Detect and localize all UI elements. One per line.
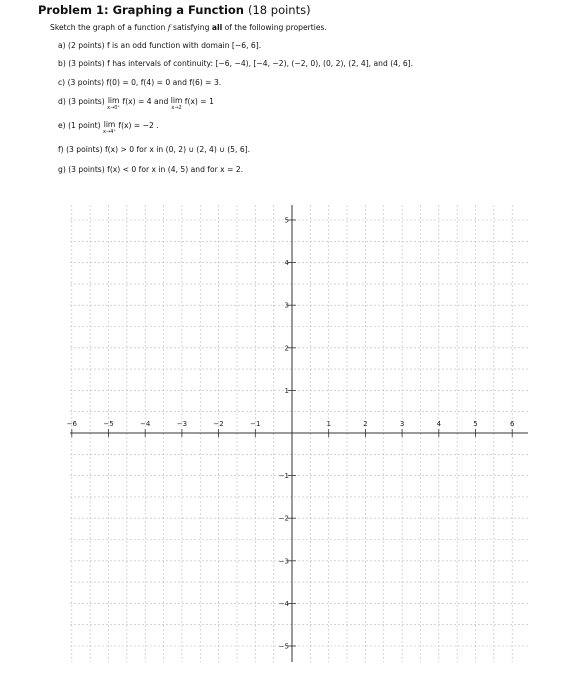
property-text: f(0) = 0, f(4) = 0 and f(6) = 3. [106, 78, 222, 87]
intro-bold-all: all [211, 23, 223, 32]
x-tick-label: 6 [509, 420, 515, 428]
intro-part-2: satisfying [170, 23, 212, 32]
property-points: (3 points) [67, 78, 105, 87]
limit-word: lim [170, 96, 183, 105]
limit-subscript: x→0⁺ [107, 104, 121, 111]
limit-rest: f(x) = 1 [182, 97, 214, 106]
x-tick-label: 5 [473, 420, 478, 428]
property-label: c) [58, 78, 66, 87]
x-tick-label: −3 [176, 420, 188, 428]
property-label: f) [58, 145, 64, 154]
x-tick-label: 4 [436, 420, 442, 428]
property-points: (3 points) [66, 145, 103, 154]
property-points: (1 point) [68, 121, 101, 130]
x-tick-label: 1 [326, 420, 331, 428]
property-points: (3 points) [68, 59, 105, 68]
property-text: f(x) < 0 for x in (4, 5) and for x = 2. [107, 165, 244, 174]
property-text: f is an odd function with domain [−6, 6]. [106, 41, 262, 50]
intro-part-1: Sketch the graph of a function [50, 23, 168, 32]
limit-rest: f(x) = 4 and [120, 97, 171, 106]
problem-points: (18 points) [248, 3, 311, 17]
property-label: e) [58, 121, 66, 130]
property-text: f has intervals of continuity: [−6, −4), [−4, −2), (−2, 0), (0, 2), (2, 4], and (4, 6]. [107, 59, 414, 68]
x-tick-label: 2 [363, 420, 368, 428]
x-tick-label: 3 [399, 420, 405, 428]
limit-rest: f(x) = −2 . [116, 121, 159, 130]
y-tick-label: −2 [278, 514, 289, 523]
property-label: b) [58, 59, 66, 68]
x-tick-label: −5 [103, 420, 114, 428]
y-tick-label: 1 [284, 386, 289, 395]
limit-word: lim [103, 120, 116, 129]
y-tick-label: −4 [278, 599, 289, 608]
y-tick-label: 2 [284, 344, 289, 353]
intro-part-3: of the following properties. [222, 23, 327, 32]
limit-subscript: x→2 [171, 104, 182, 111]
y-tick-label: 5 [284, 216, 289, 225]
property-label: d) [58, 97, 66, 106]
y-tick-label: −3 [278, 557, 289, 566]
y-tick-label: 4 [284, 259, 289, 268]
property-text: f(x) > 0 for x in (0, 2) ∪ (2, 4) ∪ (5, 6]. [104, 145, 251, 154]
x-tick-label: −2 [213, 420, 224, 428]
y-tick-label: −5 [278, 642, 289, 651]
property-points: (2 points) [68, 41, 105, 50]
limit-subscript: x→4⁺ [103, 128, 116, 135]
property-points: (3 points) [68, 97, 105, 106]
x-tick-label: −6 [66, 420, 77, 428]
limit-word: lim [107, 96, 120, 105]
x-tick-label: −1 [250, 420, 261, 428]
y-tick-label: −1 [278, 472, 289, 481]
problem-title-text: Problem 1: Graphing a Function [38, 3, 244, 17]
property-label: a) [58, 41, 66, 50]
intro-function-symbol: f [167, 23, 171, 32]
property-points: (3 points) [68, 165, 105, 174]
property-label: g) [58, 165, 66, 174]
x-tick-label: −4 [140, 420, 151, 428]
y-tick-label: 3 [284, 301, 289, 310]
